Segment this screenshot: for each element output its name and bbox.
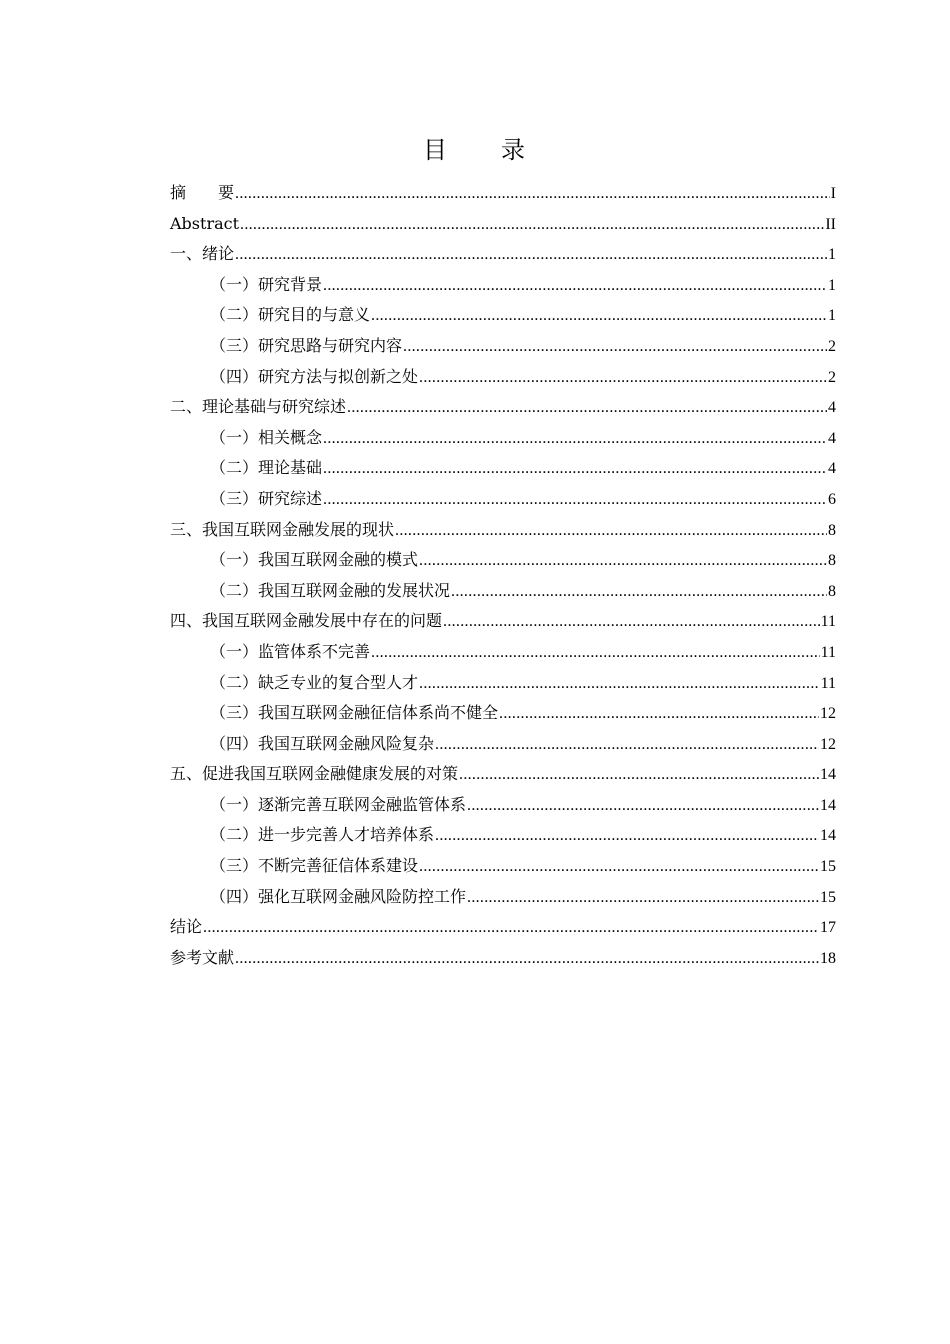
toc-entry-title: 我国互联网金融发展的现状 [202,519,395,539]
toc-entry-title: 逐渐完善互联网金融监管体系 [258,794,467,814]
toc-title: 目 录 [423,136,527,164]
dot-leader [419,852,819,883]
toc-entry[interactable] [170,209,836,240]
dot-leader [323,485,827,516]
toc-entry[interactable] [170,576,836,607]
toc-entry-title: 理论基础与研究综述 [202,397,347,417]
toc-entry-number: （四） [210,366,259,386]
toc-entry-page-number: 12 [820,705,836,723]
toc-entry-page-number: 1 [828,307,836,325]
dot-leader [323,271,827,302]
dot-leader [395,516,827,547]
toc-entry-page-number: 1 [828,246,836,264]
dot-leader [459,760,819,791]
toc-entry-number: 二、 [170,397,203,417]
dot-leader [403,332,827,363]
toc-entry-title: 我国互联网金融发展中存在的问题 [202,611,443,631]
toc-entry-page-number: 8 [828,521,836,539]
toc-entry[interactable] [170,759,836,790]
toc-entry-title: 我国互联网金融风险复杂 [258,733,435,753]
toc-entry[interactable] [170,300,836,331]
toc-entry-page-number: 15 [820,888,836,906]
toc-entry-number: 三、 [170,519,203,539]
toc-entry-page-number: 11 [820,613,836,631]
toc-entry[interactable] [170,392,836,423]
toc-entry-number: （二） [210,458,259,478]
toc-entry[interactable] [170,545,836,576]
toc-entry[interactable] [170,851,836,882]
toc-entry-page-number: 4 [828,399,836,417]
toc-entry-title: 参考文献 [170,947,235,967]
toc-entry[interactable] [170,362,836,393]
toc-entry[interactable] [170,943,836,974]
toc-entry-page-number: 2 [828,337,836,355]
toc-entry-title: 促进我国互联网金融健康发展的对策 [202,764,459,784]
dot-leader [235,240,827,271]
toc-entry-page-number: 12 [820,735,836,753]
toc-entry-number: 五、 [170,764,203,784]
toc-entry-page-number: 8 [828,552,836,570]
dot-leader [323,424,827,455]
dot-leader [467,883,819,914]
toc-entry-page-number: II [825,215,836,233]
dot-leader [419,546,827,577]
dot-leader [435,821,819,852]
toc-entry-page-number: 4 [828,460,836,478]
toc-entry[interactable] [170,270,836,301]
toc-entry-page-number: I [830,185,836,202]
toc-entry-title: 研究方法与拟创新之处 [258,366,419,386]
toc-entry-title: 我国互联网金融的发展状况 [258,580,451,600]
toc-entry[interactable] [170,912,836,943]
toc-entry-title: 结论 [170,917,203,937]
toc-entry-number: （二） [210,825,259,845]
toc-entry-title: 研究背景 [258,274,323,294]
toc-entry-number: （三） [210,488,259,508]
toc-entry[interactable] [170,698,836,729]
dot-leader [499,699,819,730]
toc-entry[interactable] [170,790,836,821]
toc-entry-title: 理论基础 [258,458,323,478]
dot-leader [235,944,819,975]
toc-entry-title: 相关概念 [258,427,323,447]
toc-entry-title: 我国互联网金融征信体系尚不健全 [258,703,499,723]
dot-leader [203,913,819,944]
toc-entry-page-number: 4 [828,429,836,447]
toc-entry-page-number: 1 [828,276,836,294]
toc-entry-number: （二） [210,305,259,325]
dot-leader [419,363,827,394]
toc-entry-title: 不断完善征信体系建设 [258,856,419,876]
toc-entry-title: 监管体系不完善 [258,641,371,661]
toc-entry-title: 我国互联网金融的模式 [258,550,419,570]
toc-entry-number: （四） [210,886,259,906]
dot-leader [419,669,820,700]
toc-entry-title: 摘 要 [170,183,235,202]
toc-entry-title: 进一步完善人才培养体系 [258,825,435,845]
toc-entry[interactable] [170,239,836,270]
toc-entry-page-number: 18 [820,949,836,967]
toc-entry-number: （一） [210,641,259,661]
dot-leader [347,393,827,424]
toc-entry-page-number: 14 [820,796,836,814]
toc-entry-page-number: 8 [828,582,836,600]
toc-entry-page-number: 14 [820,766,836,784]
toc-entry-number: （二） [210,672,259,692]
toc-entry-number: 四、 [170,611,203,631]
toc-entry-number: （一） [210,274,259,294]
toc-entry-page-number: 2 [828,368,836,386]
toc-entry-number: （三） [210,335,259,355]
toc-entry-number: （一） [210,427,259,447]
toc-entry[interactable] [170,820,836,851]
dot-leader [451,577,827,608]
toc-entry-page-number: 11 [820,674,836,692]
toc-entry[interactable] [170,668,836,699]
toc-entry-number: 一、 [170,244,203,264]
toc-entry-page-number: 6 [828,490,836,508]
toc-entry-number: （四） [210,733,259,753]
toc-entry[interactable] [170,178,836,209]
toc-entry[interactable] [170,484,836,515]
toc-entry-number: （三） [210,703,259,723]
dot-leader [443,607,820,638]
toc-entry-title: 缺乏专业的复合型人才 [258,672,419,692]
toc-entry-page-number: 14 [820,827,836,845]
toc-entry-number: （一） [210,794,259,814]
toc-entry-title: 研究思路与研究内容 [258,335,403,355]
toc-entry-title: 强化互联网金融风险防控工作 [258,886,467,906]
toc-entry-page-number: 17 [820,919,836,937]
toc-entry[interactable] [170,637,836,668]
toc-entry-number: （一） [210,550,259,570]
toc-entry[interactable] [170,423,836,454]
toc-entry-title: 研究综述 [258,488,323,508]
toc-entry[interactable] [170,331,836,362]
dot-leader [371,301,827,332]
toc-entry-title: 绪论 [202,244,235,264]
table-of-contents [170,178,836,973]
toc-entry[interactable] [170,515,836,546]
dot-leader [240,210,824,241]
toc-entry[interactable] [170,453,836,484]
toc-entry-page-number: 15 [820,858,836,876]
toc-entry-page-number: 11 [820,643,836,661]
dot-leader [435,730,819,761]
toc-entry-title: 研究目的与意义 [258,305,371,325]
dot-leader [467,791,819,822]
dot-leader [323,454,827,485]
toc-entry[interactable] [170,882,836,913]
toc-entry[interactable] [170,606,836,637]
toc-entry-number: （三） [210,856,259,876]
toc-entry[interactable] [170,729,836,760]
dot-leader [235,179,830,210]
toc-entry-title: Abstract [170,213,240,233]
toc-entry-number: （二） [210,580,259,600]
dot-leader [371,638,820,669]
